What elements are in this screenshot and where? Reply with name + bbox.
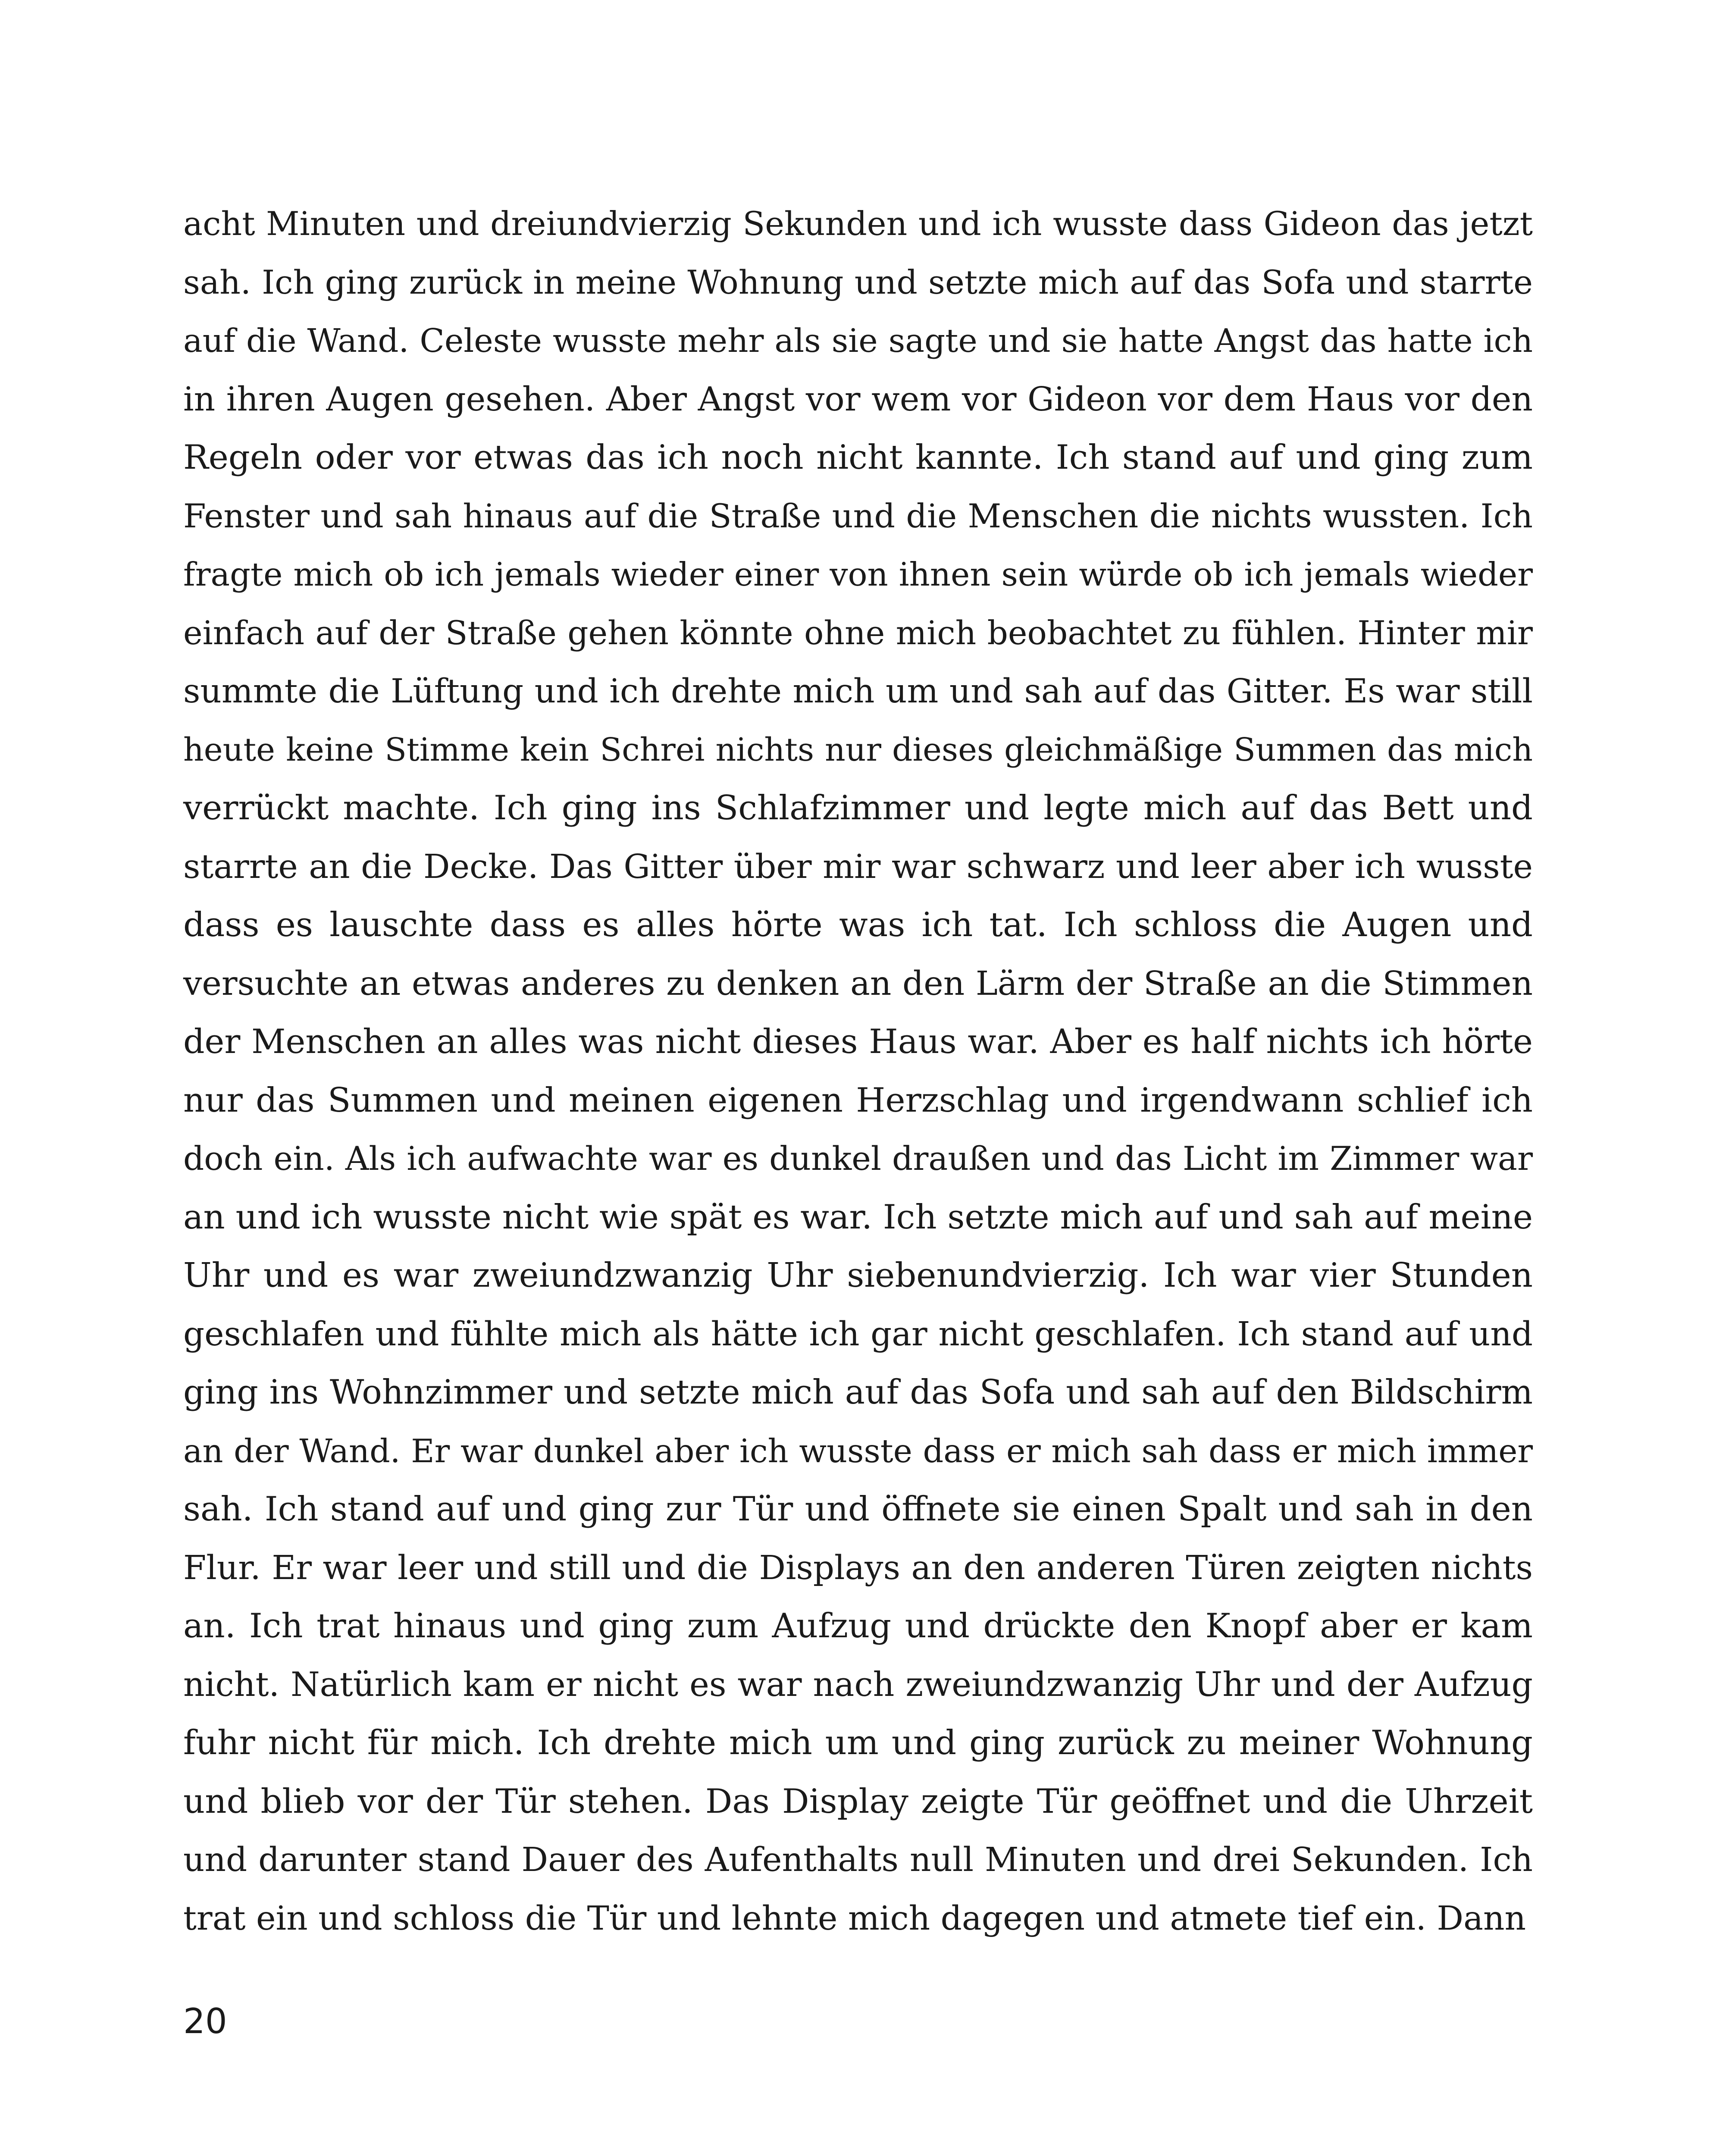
text-line: verrückt machte. Ich ging ins Schlafzimmer und legte mich auf das Bett und <box>183 789 1533 827</box>
text-line: in ihren Augen gesehen. Aber Angst vor wem vor Gideon vor dem Haus vor den <box>183 380 1533 419</box>
text-line: Flur. Er war leer und still und die Displays an den anderen Türen zeigten nichts <box>183 1548 1533 1587</box>
text-line: geschlafen und fühlte mich als hätte ich gar nicht geschlafen. Ich stand auf und <box>183 1315 1533 1354</box>
text-line: doch ein. Als ich aufwachte war es dunkel draußen und das Licht im Zimmer war <box>183 1140 1533 1178</box>
text-line: versuchte an etwas anderes zu denken an den Lärm der Straße an die Stimmen <box>183 964 1533 1003</box>
text-line: nur das Summen und meinen eigenen Herzschlag und irgendwann schlief ich <box>183 1081 1533 1120</box>
text-line: starrte an die Decke. Das Gitter über mir war schwarz und leer aber ich wusste <box>183 847 1533 886</box>
text-line: an der Wand. Er war dunkel aber ich wusste dass er mich sah dass er mich immer <box>183 1432 1533 1470</box>
text-line: und darunter stand Dauer des Aufenthalts null Minuten und drei Sekunden. Ich <box>183 1841 1533 1879</box>
text-line: ging ins Wohnzimmer und setzte mich auf das Sofa und sah auf den Bildschirm <box>183 1373 1533 1412</box>
body-text <box>183 195 1533 1948</box>
text-line: acht Minuten und dreiundvierzig Sekunden und ich wusste dass Gideon das jetzt <box>183 205 1533 243</box>
text-line: sah. Ich ging zurück in meine Wohnung und setzte mich auf das Sofa und starrte <box>183 263 1533 301</box>
text-line: sah. Ich stand auf und ging zur Tür und öffnete sie einen Spalt und sah in den <box>183 1490 1533 1529</box>
text-line: heute keine Stimme kein Schrei nichts nur dieses gleichmäßige Summen das mich <box>183 731 1533 768</box>
text-line: und blieb vor der Tür stehen. Das Display zeigte Tür geöffnet und die Uhrzeit <box>183 1782 1533 1821</box>
text-line: einfach auf der Straße gehen könnte ohne mich beobachtet zu fühlen. Hinter mir <box>183 614 1533 652</box>
text-line: an und ich wusste nicht wie spät es war. Ich setzte mich auf und sah auf meine <box>183 1197 1533 1237</box>
text-line: fragte mich ob ich jemals wieder einer von ihnen sein würde ob ich jemals wieder <box>183 556 1533 593</box>
text-line: an. Ich trat hinaus und ging zum Aufzug und drückte den Knopf aber er kam <box>183 1607 1533 1645</box>
page-number: 20 <box>183 2001 227 2041</box>
text-line: summte die Lüftung und ich drehte mich um und sah auf das Gitter. Es war still <box>183 672 1533 711</box>
text-line: Regeln oder vor etwas das ich noch nicht kannte. Ich stand auf und ging zum <box>183 438 1533 477</box>
text-line: der Menschen an alles was nicht dieses Haus war. Aber es half nichts ich hörte <box>183 1022 1533 1061</box>
text-line: Uhr und es war zweiundzwanzig Uhr siebenundvierzig. Ich war vier Stunden <box>183 1256 1533 1295</box>
text-line: dass es lauschte dass es alles hörte was ich tat. Ich schloss die Augen und <box>183 906 1533 944</box>
text-line: trat ein und schloss die Tür und lehnte mich dagegen und atmete tief ein. Dann <box>183 1899 1526 1938</box>
text-line: fuhr nicht für mich. Ich drehte mich um und ging zurück zu meiner Wohnung <box>183 1724 1533 1762</box>
text-line: Fenster und sah hinaus auf die Straße und die Menschen die nichts wussten. Ich <box>183 497 1533 535</box>
text-line: nicht. Natürlich kam er nicht es war nach zweiundzwanzig Uhr und der Aufzug <box>183 1665 1533 1704</box>
text-line: auf die Wand. Celeste wusste mehr als sie sagte und sie hatte Angst das hatte ich <box>183 322 1533 360</box>
